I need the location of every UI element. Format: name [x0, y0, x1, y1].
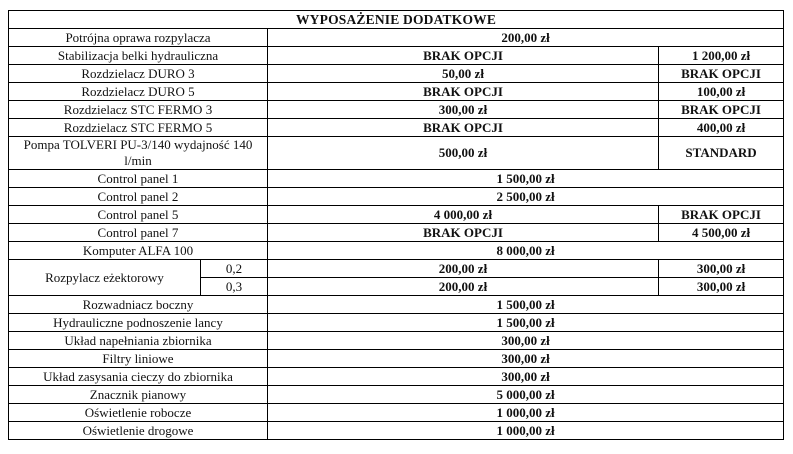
item-price-option-b: 100,00 zł	[659, 83, 784, 101]
item-price: 300,00 zł	[268, 350, 784, 368]
item-name: Filtry liniowe	[9, 350, 268, 368]
item-price-option-b: BRAK OPCJI	[659, 65, 784, 83]
item-price-option-b: BRAK OPCJI	[659, 101, 784, 119]
table-row	[9, 242, 784, 260]
item-price: 8 000,00 zł	[268, 242, 784, 260]
item-price: 300,00 zł	[268, 368, 784, 386]
table-row	[9, 386, 784, 404]
item-name: Control panel 7	[9, 224, 268, 242]
item-price-option-a: 50,00 zł	[268, 65, 659, 83]
item-price-option-a: 4 000,00 zł	[268, 206, 659, 224]
table-header-row	[9, 11, 784, 29]
item-price-option-b: 300,00 zł	[659, 278, 784, 296]
item-price-option-b: 1 200,00 zł	[659, 47, 784, 65]
item-price-option-b: BRAK OPCJI	[659, 206, 784, 224]
table-row	[9, 119, 784, 137]
item-name: Rozdzielacz STC FERMO 5	[9, 119, 268, 137]
table-row	[9, 83, 784, 101]
item-price: 1 500,00 zł	[268, 296, 784, 314]
item-name: Hydrauliczne podnoszenie lancy	[9, 314, 268, 332]
item-name: Komputer ALFA 100	[9, 242, 268, 260]
item-name: Oświetlenie drogowe	[9, 422, 268, 440]
item-price-option-b: STANDARD	[659, 137, 784, 170]
item-price: 1 500,00 zł	[268, 170, 784, 188]
item-price-option-a: 200,00 zł	[268, 260, 659, 278]
item-name: Pompa TOLVERI PU-3/140 wydajność 140 l/min	[9, 137, 268, 170]
item-price-option-a: BRAK OPCJI	[268, 119, 659, 137]
table-row	[9, 404, 784, 422]
item-price-option-a: 300,00 zł	[268, 101, 659, 119]
item-name: Rozwadniacz boczny	[9, 296, 268, 314]
item-name: Control panel 5	[9, 206, 268, 224]
item-price-option-a: 500,00 zł	[268, 137, 659, 170]
table-row	[9, 314, 784, 332]
item-price-option-b: 300,00 zł	[659, 260, 784, 278]
item-price: 2 500,00 zł	[268, 188, 784, 206]
item-name: Rozpylacz eżektorowy	[9, 260, 201, 296]
table-row	[9, 296, 784, 314]
item-price-option-a: BRAK OPCJI	[268, 224, 659, 242]
table-row	[9, 206, 784, 224]
table-row	[9, 224, 784, 242]
item-name: Znacznik pianowy	[9, 386, 268, 404]
table-row	[9, 350, 784, 368]
table-row	[9, 65, 784, 83]
item-price-option-a: 200,00 zł	[268, 278, 659, 296]
item-name: Rozdzielacz DURO 3	[9, 65, 268, 83]
table-row	[9, 101, 784, 119]
table-row	[9, 137, 784, 170]
table-row	[9, 170, 784, 188]
equipment-table	[8, 10, 784, 440]
table-row	[9, 260, 784, 278]
item-name: Rozdzielacz DURO 5	[9, 83, 268, 101]
item-name: Control panel 1	[9, 170, 268, 188]
table-row	[9, 47, 784, 65]
table-row	[9, 422, 784, 440]
item-name: Rozdzielacz STC FERMO 3	[9, 101, 268, 119]
item-price: 200,00 zł	[268, 29, 784, 47]
item-price-option-b: 4 500,00 zł	[659, 224, 784, 242]
item-name: Układ napełniania zbiornika	[9, 332, 268, 350]
item-price: 1 000,00 zł	[268, 422, 784, 440]
item-price: 300,00 zł	[268, 332, 784, 350]
item-price: 1 000,00 zł	[268, 404, 784, 422]
item-price-option-b: 400,00 zł	[659, 119, 784, 137]
item-price: 5 000,00 zł	[268, 386, 784, 404]
variant-size: 0,3	[201, 278, 268, 296]
table-row	[9, 368, 784, 386]
item-price: 1 500,00 zł	[268, 314, 784, 332]
table-row	[9, 332, 784, 350]
item-name: Potrójna oprawa rozpylacza	[9, 29, 268, 47]
variant-size: 0,2	[201, 260, 268, 278]
item-name: Układ zasysania cieczy do zbiornika	[9, 368, 268, 386]
table-row	[9, 188, 784, 206]
item-name: Stabilizacja belki hydrauliczna	[9, 47, 268, 65]
table-title: WYPOSAŻENIE DODATKOWE	[9, 11, 784, 29]
item-name: Oświetlenie robocze	[9, 404, 268, 422]
table-row	[9, 29, 784, 47]
item-name: Control panel 2	[9, 188, 268, 206]
item-price-option-a: BRAK OPCJI	[268, 47, 659, 65]
item-price-option-a: BRAK OPCJI	[268, 83, 659, 101]
